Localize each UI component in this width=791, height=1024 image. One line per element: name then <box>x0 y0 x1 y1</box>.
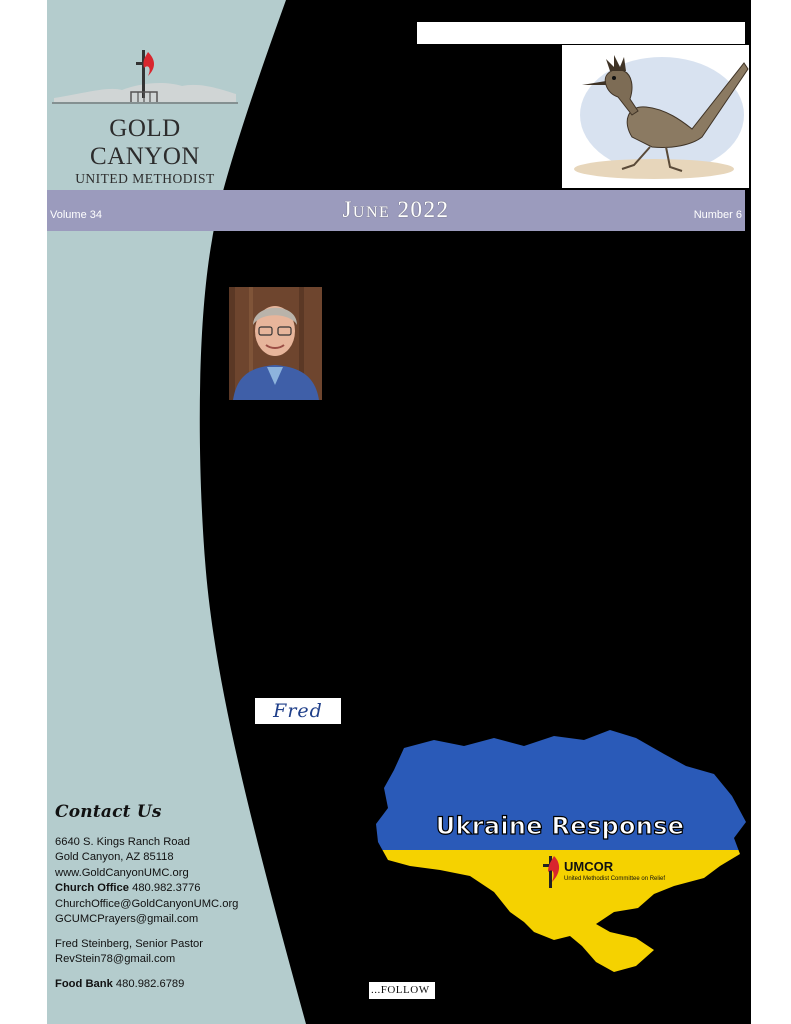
pastor-portrait-icon <box>229 287 322 400</box>
header-white-bar <box>417 22 745 44</box>
contact-section <box>55 802 285 992</box>
website-link[interactable]: www.GoldCanyonUMC.org <box>55 866 189 879</box>
umcor-full-name: United Methodist Committee on Relief <box>564 876 666 882</box>
pastor-email[interactable]: RevStein78@gmail.com <box>55 953 176 965</box>
foodbank-line <box>55 977 285 993</box>
roadrunner-icon <box>562 45 749 188</box>
foodbank-phone[interactable]: 480.982.6789 <box>115 977 185 990</box>
office-phone-line <box>55 881 285 897</box>
church-subtitle: UNITED METHODIST <box>75 171 215 186</box>
umcor-logo <box>540 852 700 892</box>
ukraine-response-title: Ukraine Response <box>435 812 685 840</box>
address-line1: 6640 S. Kings Ranch Road <box>55 835 190 848</box>
foodbank-label: Food Bank <box>55 977 113 990</box>
roadrunner-illustration <box>562 45 749 188</box>
contact-heading: Contact Us <box>55 802 162 822</box>
office-label: Church Office <box>55 882 129 894</box>
continued-label: ...FOLLOW <box>369 982 435 999</box>
office-email[interactable]: ChurchOffice@GoldCanyonUMC.org <box>55 897 239 910</box>
pastor-photo <box>229 287 322 400</box>
church-logo <box>52 46 238 203</box>
number-label: Number 6 <box>693 209 742 221</box>
issue-date: June 2022 <box>342 197 450 222</box>
pastor-signature: Fred <box>255 698 341 724</box>
office-phone[interactable]: 480.982.3776 <box>132 882 201 894</box>
address-line2: Gold Canyon, AZ 85118 <box>55 851 174 863</box>
cross-flame-icon <box>540 852 562 892</box>
church-name: GOLD CANYON <box>90 115 200 170</box>
prayers-email[interactable]: GCUMCPrayers@gmail.com <box>55 913 199 925</box>
pastor-name: Fred Steinberg, Senior Pastor <box>55 937 203 950</box>
umcor-name: UMCOR <box>564 859 614 874</box>
issue-banner <box>47 190 745 231</box>
cross-flame-icon <box>52 46 238 106</box>
volume-label: Volume 34 <box>50 209 102 221</box>
